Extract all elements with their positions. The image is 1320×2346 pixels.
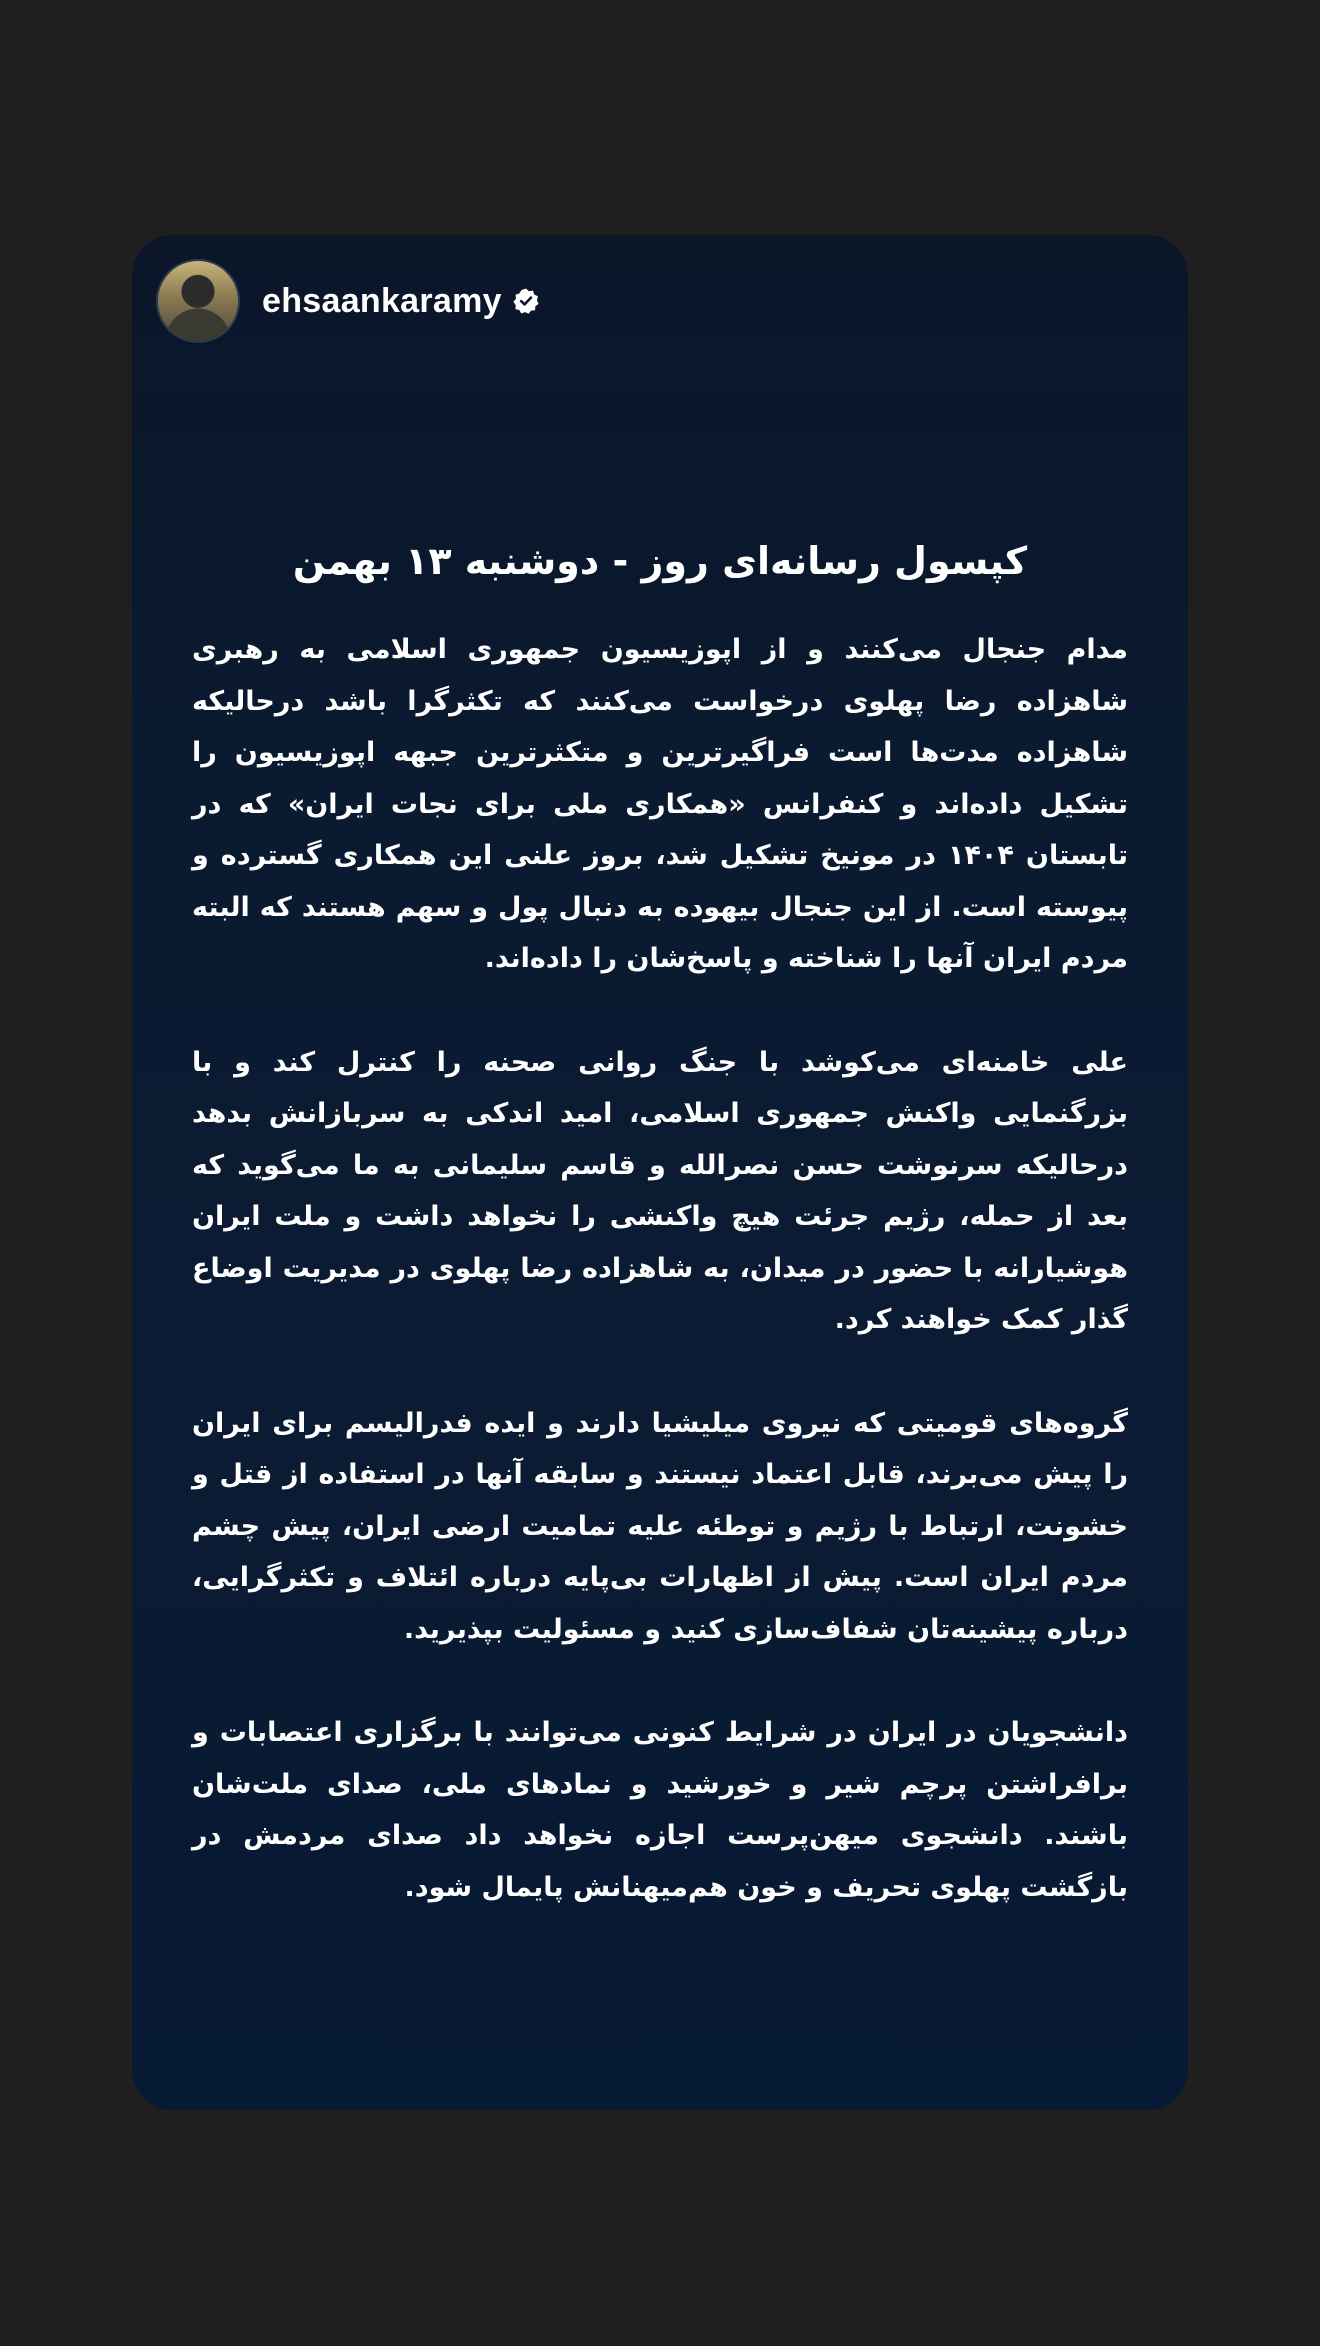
paragraph-1: مدام جنجال می‌کنند و از اپوزیسیون جمهوری اسلامی به رهبری شاهزاده رضا پهلوی درخواست می‌کنند که تکثرگرا باشد درحالیکه شاهزاده مدت‌ها است فراگیرترین و متکثرترین جبهه اپوزیسیون را تشکیل داده‌اند و کنفرانس «همکاری ملی برای نجات ایران» که در تابستان ۱۴۰۴ در مونیخ تشکیل شد، بروز علنی این همکاری گسترده و پیوسته است. از این جنجال بیهوده به دنبال پول و سهم هستند که البته مردم ایران آنها را شناخته و پاسخ‌شان را داده‌اند. [192,634,1129,975]
verified-badge-icon [512,287,540,315]
username-block [262,282,540,321]
avatar[interactable] [156,259,240,343]
story-content [192,535,1128,1965]
paragraph-4: دانشجویان در ایران در شرایط کنونی می‌توانند با برگزاری اعتصابات و برافراشتن پرچم شیر و خورشید و نمادهای ملی، صدای ملت‌شان باشند. دانشجوی میهن‌پرست اجازه نخواهد داد صدای مردمش در بازگشت پهلوی تحریف و خون هم‌میهنانش پایمال شود. [192,1717,1128,1903]
paragraph-2: علی خامنه‌ای می‌کوشد با جنگ روانی صحنه را کنترل کند و با بزرگنمایی واکنش جمهوری اسلامی، امید اندکی به سربازانش بدهد درحالیکه سرنوشت حسن نصرالله و قاسم سلیمانی به ما می‌گوید که بعد از حمله، رژیم جرئت هیچ واکنشی را نخواهد داشت و ملت ایران هوشیارانه با حضور در میدان، به شاهزاده رضا پهلوی در مدیریت اوضاع گذار کمک خواهند کرد. [192,1046,1128,1336]
story-title: کپسول رسانه‌ای روز - دوشنبه ۱۳ بهمن [292,539,1028,583]
paragraph-3: گروه‌های قومیتی که نیروی میلیشیا دارند و ایده فدرالیسم برای ایران را پیش می‌برند، قابل اعتماد نیستند و سابقه آنها در استفاده از قتل و خشونت، ارتباط با رژیم و توطئه علیه تمامیت ارضی ایران، پیش چشم مردم ایران است. پیش از اظهارات بی‌پایه درباره ائتلاف و تکثرگرایی، درباره پیشینه‌تان شفاف‌سازی کنید و مسئولیت بپذیرید. [192,1407,1128,1645]
story-card[interactable] [132,235,1188,2110]
story-header [156,259,540,343]
username[interactable]: ehsaankaramy [262,281,502,320]
